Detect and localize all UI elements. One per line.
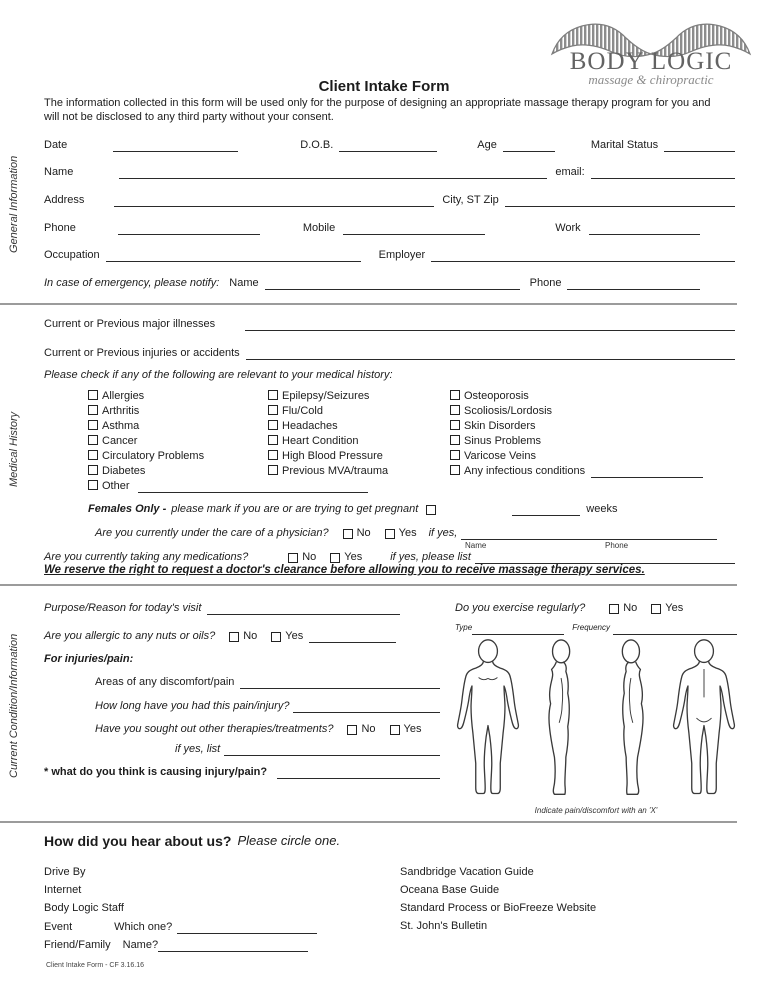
emergency-phone-label: Phone xyxy=(529,277,562,289)
phone-mobile-work-row xyxy=(44,221,700,235)
checkbox-icon xyxy=(88,450,98,460)
disclaimer-text: We reserve the right to request a doctor's clearance before allowing you to receive massage therapy services. xyxy=(44,564,645,576)
address-city-row xyxy=(44,193,735,207)
employer-blank xyxy=(431,248,735,262)
for-injuries-pain-text: For injuries/pain: xyxy=(44,653,134,665)
referral-item-sandbridge: Sandbridge Vacation Guide xyxy=(400,866,534,878)
therapies-no-checkbox-icon xyxy=(347,725,357,735)
phone-label: Phone xyxy=(44,222,76,234)
medications-if-yes-label: if yes, please list xyxy=(390,551,471,563)
logo-name: BODY LOGIC xyxy=(569,48,733,75)
exercise-frequency-label: Frequency xyxy=(572,623,610,632)
areas-discomfort-row xyxy=(95,675,440,689)
checkbox-label: Sinus Problems xyxy=(464,434,542,447)
emergency-phone-blank xyxy=(567,276,700,290)
marital-status-label: Marital Status xyxy=(590,139,659,151)
checkbox-icon xyxy=(268,420,278,430)
checkbox-item-scoliosis xyxy=(450,403,703,418)
checkbox-label: Circulatory Problems xyxy=(102,449,205,462)
medications-blank xyxy=(475,550,735,564)
section-divider xyxy=(0,821,737,823)
checkbox-label: Asthma xyxy=(102,419,140,432)
checkbox-icon xyxy=(450,405,460,415)
work-label: Work xyxy=(555,222,581,234)
checkbox-label: Heart Condition xyxy=(282,434,359,447)
pregnant-checkbox-icon xyxy=(426,505,436,515)
physician-row xyxy=(95,526,717,540)
nuts-no-label: No xyxy=(243,630,258,642)
areas-discomfort-blank xyxy=(240,675,440,689)
footer-form-code: Client Intake Form - CF 3.16.16 xyxy=(46,962,145,969)
injuries-accidents-row xyxy=(44,346,735,360)
therapies-yes-label: Yes xyxy=(403,723,422,735)
email-label: email: xyxy=(555,166,585,178)
major-illnesses-row xyxy=(44,317,735,331)
body-diagram xyxy=(455,638,737,800)
intro-text: The information collected in this form will be used only for the purpose of designing an appropriate massage therapy program for you and will not be disclosed to any third party without your consent. xyxy=(44,97,711,123)
nuts-oils-blank xyxy=(309,629,396,643)
exercise-no-checkbox-icon xyxy=(609,604,619,614)
injuries-accidents-label: Current or Previous injuries or accidents xyxy=(44,347,240,359)
friend-name-blank xyxy=(158,938,308,952)
checkbox-label: Allergies xyxy=(102,389,145,402)
physician-if-yes-label: if yes, xyxy=(428,527,458,539)
checkbox-item-epilepsy xyxy=(268,388,388,403)
purpose-label: Purpose/Reason for today's visit xyxy=(44,602,202,614)
infectious-blank xyxy=(591,464,703,478)
emergency-label: In case of emergency, please notify: xyxy=(44,277,220,289)
exercise-question: Do you exercise regularly? xyxy=(455,602,586,614)
checkbox-item-sinus-problems xyxy=(450,433,703,448)
mobile-blank xyxy=(343,221,485,235)
causing-row xyxy=(44,765,440,779)
checkbox-icon xyxy=(268,450,278,460)
checkbox-item-other xyxy=(88,478,368,493)
body-logic-logo xyxy=(548,6,754,88)
section-label-medical-history: Medical History xyxy=(8,411,20,487)
checkbox-label: High Blood Pressure xyxy=(282,449,383,462)
checkbox-item-heart-condition xyxy=(268,433,388,448)
checkbox-label: Other xyxy=(102,479,130,492)
page-title: Client Intake Form xyxy=(318,78,450,95)
areas-discomfort-label: Areas of any discomfort/pain xyxy=(95,676,235,688)
checkbox-icon xyxy=(88,465,98,475)
therapies-list-blank xyxy=(224,742,440,756)
referral-header-italic: Please circle one. xyxy=(237,833,341,848)
for-injuries-pain-header xyxy=(44,652,133,666)
other-blank xyxy=(138,479,368,493)
body-figure-side-left-icon xyxy=(538,638,588,800)
checkbox-icon xyxy=(268,390,278,400)
referral-item-standard-process: Standard Process or BioFreeze Website xyxy=(400,902,597,914)
name-blank xyxy=(119,165,547,179)
address-label: Address xyxy=(44,194,85,206)
medications-no-label: No xyxy=(302,551,317,563)
females-only-row xyxy=(88,502,700,516)
females-only-label: Females Only - xyxy=(88,503,167,515)
section-label-general-information: General Information xyxy=(8,155,20,253)
checkbox-label: Osteoporosis xyxy=(464,389,529,402)
females-only-text: please mark if you are or are trying to get pregnant xyxy=(171,503,419,515)
date-blank xyxy=(113,138,238,152)
check-prompt-text: Please check if any of the following are relevant to your medical history: xyxy=(44,369,393,381)
referral-item-st-johns: St. John's Bulletin xyxy=(400,920,488,932)
checkbox-label: Flu/Cold xyxy=(282,404,323,417)
checkbox-item-skin-disorders xyxy=(450,418,703,433)
checkbox-icon xyxy=(450,420,460,430)
checkbox-label: Skin Disorders xyxy=(464,419,536,432)
type-frequency-row xyxy=(455,621,737,635)
email-blank xyxy=(591,165,735,179)
checkbox-icon xyxy=(450,450,460,460)
referral-item-event: Event xyxy=(44,921,73,933)
age-label: Age xyxy=(477,139,497,151)
mobile-label: Mobile xyxy=(302,222,336,234)
referral-item-friend-family-row xyxy=(44,938,308,952)
checkbox-item-osteoporosis xyxy=(450,388,703,403)
checkbox-item-previous-mva xyxy=(268,463,388,478)
physician-no-checkbox-icon xyxy=(343,529,353,539)
major-illnesses-label: Current or Previous major illnesses xyxy=(44,318,216,330)
how-long-blank xyxy=(293,699,440,713)
referral-header-bold: How did you hear about us? xyxy=(44,833,232,849)
purpose-blank xyxy=(207,601,400,615)
section-divider xyxy=(0,303,737,305)
city-st-zip-label: City, ST Zip xyxy=(442,194,499,206)
referral-item-oceana: Oceana Base Guide xyxy=(400,884,500,896)
medical-checkbox-column-3 xyxy=(450,388,703,478)
checkbox-label: Scoliosis/Lordosis xyxy=(464,404,553,417)
checkbox-icon xyxy=(450,465,460,475)
dob-label: D.O.B. xyxy=(300,139,334,151)
medications-row xyxy=(44,550,735,564)
body-figure-side-right-icon xyxy=(604,638,654,800)
referral-item-body-logic-staff: Body Logic Staff xyxy=(44,902,124,914)
physician-question: Are you currently under the care of a physician? xyxy=(95,527,329,539)
checkbox-label: Previous MVA/trauma xyxy=(282,464,389,477)
checkbox-icon xyxy=(88,390,98,400)
section-label-current-condition: Current Condition/Information xyxy=(8,633,20,778)
body-figure-back-icon xyxy=(671,638,737,800)
weeks-blank xyxy=(512,502,580,516)
exercise-type-blank xyxy=(472,625,564,635)
referral-item-event-row xyxy=(44,920,317,934)
weeks-label: weeks xyxy=(586,503,618,515)
checkbox-label: Headaches xyxy=(282,419,338,432)
checkbox-item-varicose-veins xyxy=(450,448,703,463)
dob-blank xyxy=(339,138,437,152)
checkbox-icon xyxy=(450,390,460,400)
checkbox-label: Arthritis xyxy=(102,404,140,417)
how-long-row xyxy=(95,699,440,713)
causing-question: * what do you think is causing injury/pain? xyxy=(44,766,268,778)
occupation-label: Occupation xyxy=(44,249,100,261)
employer-label: Employer xyxy=(378,249,426,261)
date-label: Date xyxy=(44,139,68,151)
age-blank xyxy=(503,138,555,152)
emergency-name-label: Name xyxy=(229,277,259,289)
physician-yes-label: Yes xyxy=(398,527,417,539)
exercise-type-label: Type xyxy=(455,623,473,632)
check-prompt xyxy=(44,368,393,382)
other-therapies-question: Have you sought out other therapies/treatments? xyxy=(95,723,334,735)
checkbox-label: Epilepsy/Seizures xyxy=(282,389,370,402)
checkbox-item-flu-cold xyxy=(268,403,388,418)
medications-question: Are you currently taking any medications? xyxy=(44,551,249,563)
therapies-if-yes-row xyxy=(175,742,440,756)
exercise-yes-label: Yes xyxy=(665,602,684,614)
therapies-no-label: No xyxy=(361,723,376,735)
physician-phone-sublabel: Phone xyxy=(605,541,629,550)
medications-no-checkbox-icon xyxy=(288,553,298,563)
name-label: Name xyxy=(44,166,74,178)
checkbox-icon xyxy=(88,435,98,445)
occupation-blank xyxy=(106,248,361,262)
medications-yes-checkbox-icon xyxy=(330,553,340,563)
referral-header xyxy=(44,834,340,848)
emergency-name-blank xyxy=(265,276,520,290)
checkbox-icon xyxy=(88,420,98,430)
exercise-no-label: No xyxy=(623,602,638,614)
checkbox-item-high-blood-pressure xyxy=(268,448,388,463)
causing-blank xyxy=(277,765,440,779)
marital-status-blank xyxy=(664,138,735,152)
referral-item-internet: Internet xyxy=(44,884,82,896)
checkbox-icon xyxy=(88,405,98,415)
other-therapies-row xyxy=(95,722,422,736)
medical-checkbox-column-2 xyxy=(268,388,388,478)
therapies-if-yes-label: if yes, list xyxy=(175,743,221,755)
major-illnesses-blank xyxy=(245,317,735,331)
checkbox-item-headaches xyxy=(268,418,388,433)
body-figure-front-icon xyxy=(455,638,521,800)
checkbox-label: Varicose Veins xyxy=(464,449,536,462)
section-divider xyxy=(0,584,737,586)
purpose-row xyxy=(44,601,400,615)
checkbox-label: Any infectious conditions xyxy=(464,464,586,477)
nuts-oils-question: Are you allergic to any nuts or oils? xyxy=(44,630,216,642)
work-blank xyxy=(589,221,700,235)
doctors-clearance-disclaimer xyxy=(44,563,645,577)
occupation-employer-row xyxy=(44,248,735,262)
checkbox-icon xyxy=(268,405,278,415)
injuries-accidents-blank xyxy=(246,346,735,360)
nuts-yes-checkbox-icon xyxy=(271,632,281,642)
referral-item-drive-by: Drive By xyxy=(44,866,86,878)
date-dob-age-marital-row xyxy=(44,138,735,152)
checkbox-label: Cancer xyxy=(102,434,138,447)
nuts-no-checkbox-icon xyxy=(229,632,239,642)
address-blank xyxy=(114,193,434,207)
referral-item-friend-family: Friend/Family xyxy=(44,939,111,951)
exercise-row xyxy=(455,601,683,615)
checkbox-item-infectious-conditions xyxy=(450,463,703,478)
name-email-row xyxy=(44,165,735,179)
checkbox-icon xyxy=(268,435,278,445)
physician-blank xyxy=(461,526,717,540)
checkbox-label: Diabetes xyxy=(102,464,146,477)
city-st-zip-blank xyxy=(505,193,735,207)
checkbox-icon xyxy=(88,480,98,490)
therapies-yes-checkbox-icon xyxy=(390,725,400,735)
body-diagram-caption: Indicate pain/discomfort with an 'X' xyxy=(534,806,658,815)
friend-name-label: Name? xyxy=(122,939,159,951)
exercise-yes-checkbox-icon xyxy=(651,604,661,614)
physician-yes-checkbox-icon xyxy=(385,529,395,539)
checkbox-icon xyxy=(268,465,278,475)
physician-name-sublabel: Name xyxy=(465,541,487,550)
phone-blank xyxy=(118,221,260,235)
nuts-yes-label: Yes xyxy=(285,630,304,642)
exercise-frequency-blank xyxy=(613,625,737,635)
event-which-one-blank xyxy=(177,920,317,934)
event-which-one-label: Which one? xyxy=(114,921,173,933)
emergency-contact-row xyxy=(44,276,700,290)
medications-yes-label: Yes xyxy=(344,551,363,563)
how-long-question: How long have you had this pain/injury? xyxy=(95,700,290,712)
checkbox-icon xyxy=(450,435,460,445)
logo-tagline: massage & chiropractic xyxy=(588,72,714,87)
physician-no-label: No xyxy=(356,527,371,539)
nuts-oils-row xyxy=(44,629,396,643)
